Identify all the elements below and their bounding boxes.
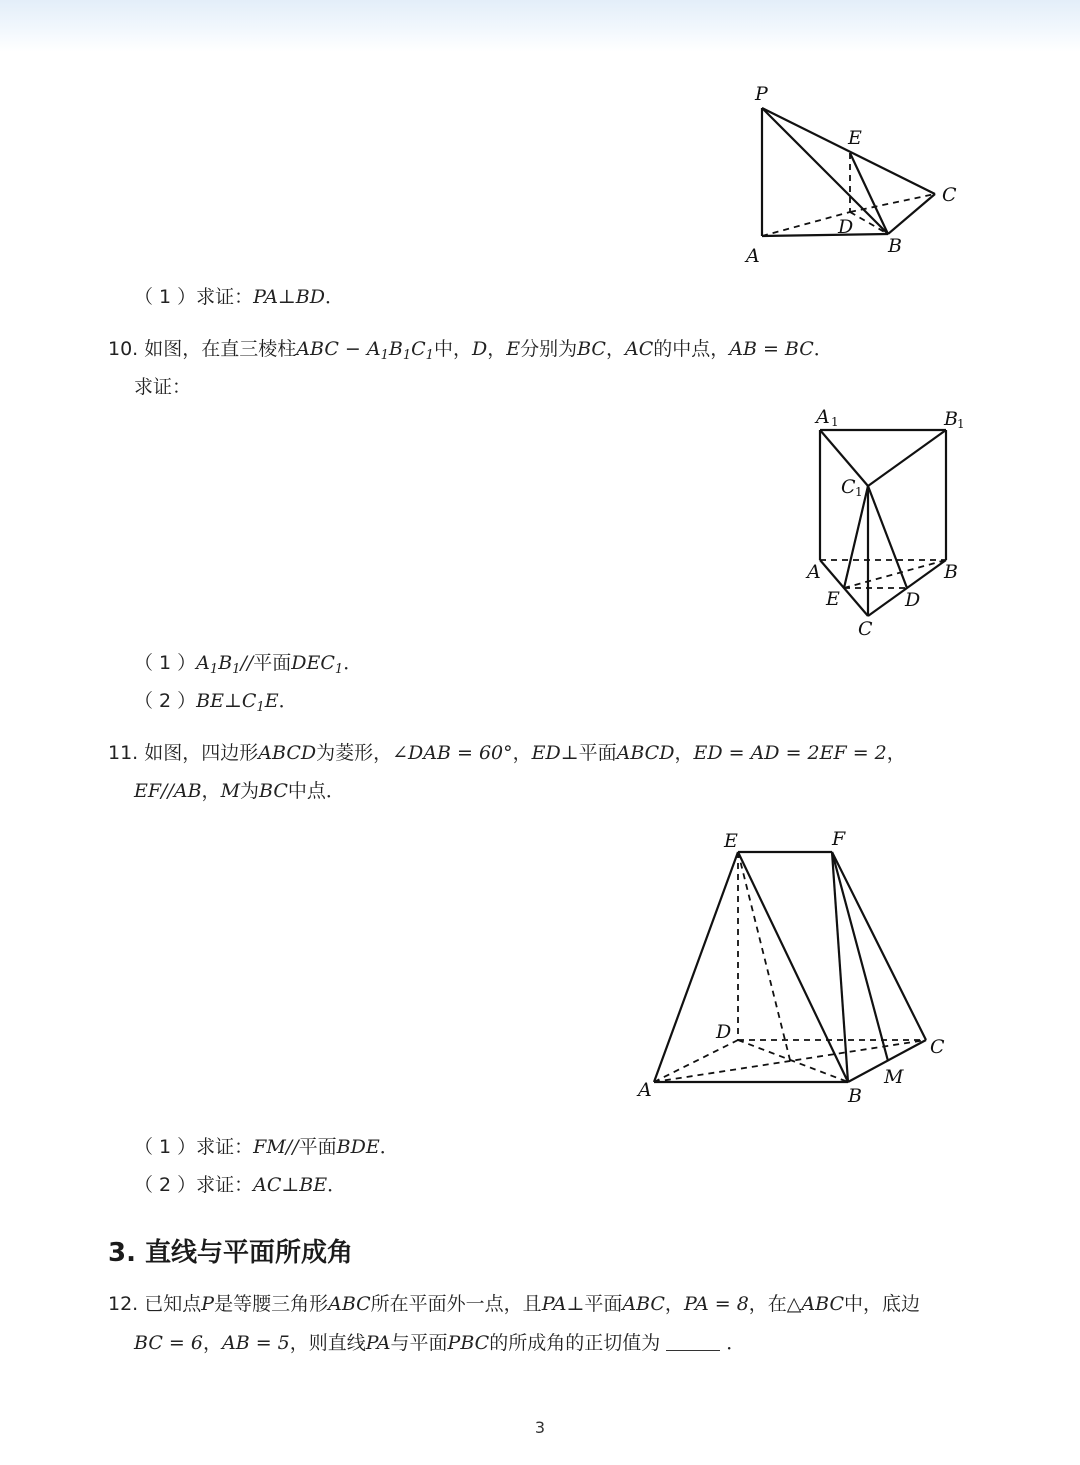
q12-stem-line2: BC = 6，AB = 5，则直线PA与平面PBC的所成角的正切值为 ．	[134, 1332, 746, 1354]
label-A: A	[807, 561, 821, 583]
label-D: D	[905, 589, 921, 611]
label-P: P	[755, 83, 768, 105]
label-B: B	[944, 561, 958, 583]
label-F: F	[832, 828, 846, 850]
label-E: E	[826, 588, 840, 610]
q10-stem-line2: 求证：	[134, 376, 192, 398]
q10-stem-line1: 10. 如图，在直三棱柱ABC − $A_1B_1C_1$中，D，E分别为BC，AC的中点，AB = BC．	[108, 338, 833, 363]
page-header-band	[0, 0, 1080, 52]
q11-stem-line1: 11. 如图，四边形ABCD为菱形，∠DAB = 60°，ED⊥平面ABCD，ED = AD = 2EF = 2，	[108, 742, 906, 764]
label-B: B	[888, 235, 902, 257]
q11-figure	[630, 820, 960, 1110]
q11-stem-line2: EF//AB，M为BC中点．	[134, 780, 345, 802]
label-B1: B	[944, 408, 958, 430]
label-C1-sub: 1	[855, 485, 863, 499]
label-D: D	[838, 216, 854, 238]
label-C: C	[942, 184, 957, 206]
section-heading: 3. 直线与平面所成角	[108, 1238, 354, 1268]
q12-stem-line1: 12. 已知点P是等腰三角形ABC所在平面外一点，且PA⊥平面ABC，PA = 8，在△ABC中，底边	[108, 1293, 921, 1315]
label-A: A	[638, 1079, 652, 1101]
label-A: A	[746, 245, 760, 267]
label-D: D	[716, 1021, 732, 1043]
q11-part2: （ 2 ）求证：AC⊥BE．	[134, 1174, 347, 1196]
label-C1: C	[841, 476, 856, 498]
answer-blank[interactable]	[666, 1332, 720, 1351]
label-C: C	[930, 1036, 945, 1058]
q10-part1: （ 1 ）$A_1B_1//$平面$DEC_1$．	[134, 652, 363, 677]
q11-part1: （ 1 ）求证：FM//平面BDE．	[134, 1136, 399, 1158]
label-E: E	[848, 127, 862, 149]
label-B1-sub: 1	[957, 417, 965, 431]
label-B: B	[848, 1085, 862, 1107]
label-A1-sub: 1	[831, 415, 839, 429]
q9-figure	[740, 80, 970, 270]
label-A1: A	[816, 406, 830, 428]
page-number: 3	[534, 1418, 546, 1437]
label-E: E	[724, 830, 738, 852]
label-C: C	[858, 618, 873, 640]
label-M: M	[884, 1066, 904, 1088]
q10-figure	[800, 400, 975, 645]
q10-part2: （ 2 ）$BE\perp C_1E$．	[134, 690, 298, 715]
q9-part1: （ 1 ）求证：PA⊥BD．	[134, 286, 345, 308]
